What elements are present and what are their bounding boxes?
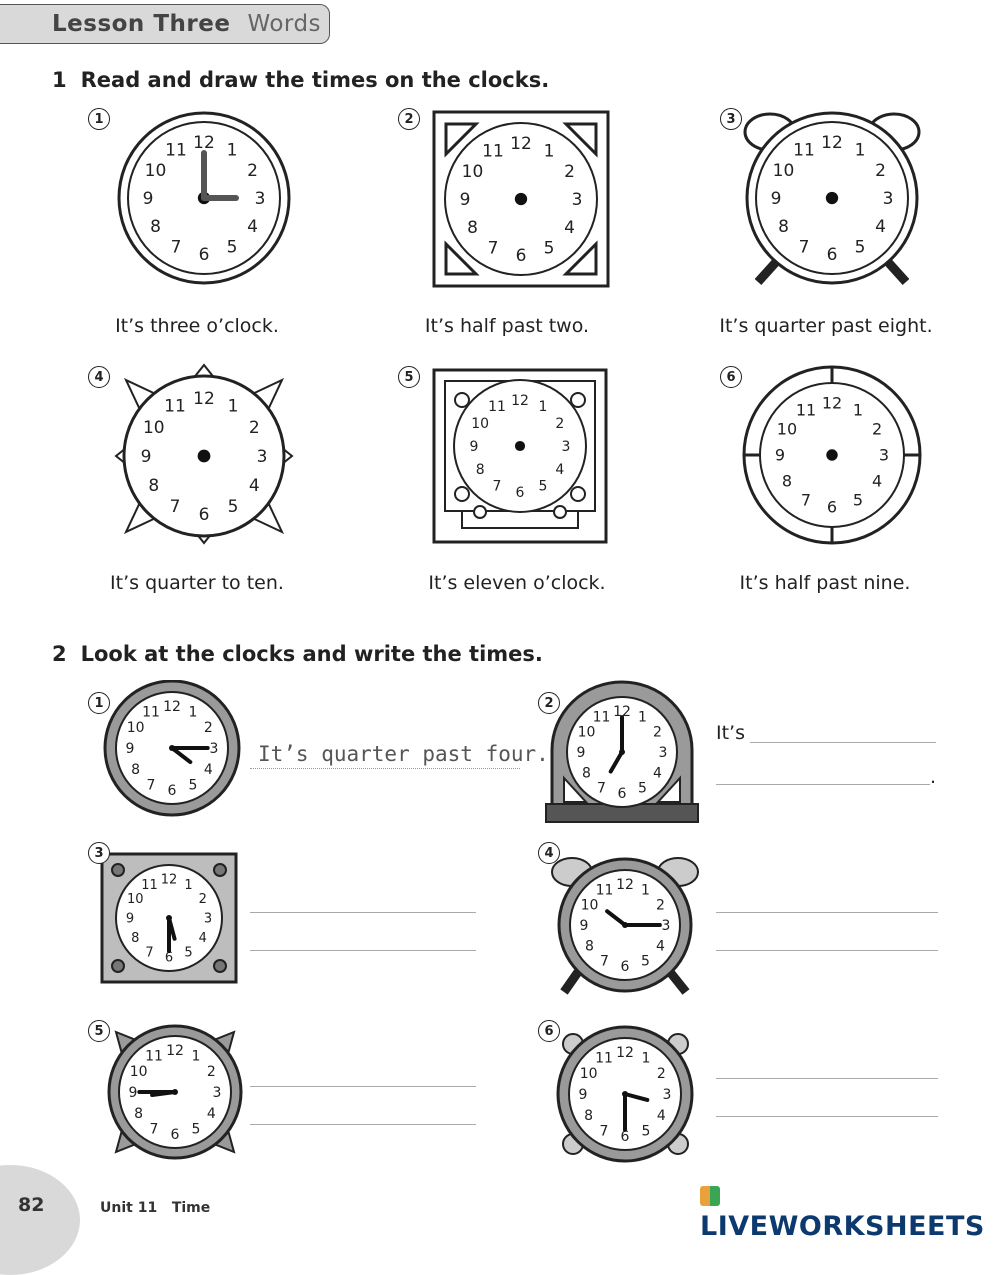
clock-numeral: 6 — [620, 958, 630, 975]
clock-numeral: 8 — [467, 217, 478, 238]
clock-center-dot — [826, 449, 837, 460]
ex1-badge-1: 1 — [88, 108, 110, 130]
ex2-badge-3: 3 — [88, 842, 110, 864]
ex2-answer-1: It’s quarter past four. — [258, 742, 549, 766]
clock-numeral: 4 — [656, 938, 665, 955]
clock-numeral: 11 — [482, 141, 504, 162]
clock-numeral: 5 — [226, 237, 238, 258]
clock-numeral: 8 — [134, 1105, 144, 1122]
unit-name: Unit 11 — [100, 1200, 158, 1216]
ex2-clock-5 — [109, 1026, 241, 1158]
clock-numeral: 1 — [638, 709, 647, 726]
ex2-badge-1: 1 — [88, 692, 110, 714]
clock-center-dot — [622, 1091, 628, 1097]
clock-numeral: 2 — [875, 160, 886, 181]
clock-numeral: 5 — [191, 1121, 201, 1138]
clock-numeral: 12 — [511, 392, 529, 409]
clock-numeral: 10 — [126, 719, 145, 736]
clock-numeral: 2 — [653, 724, 662, 741]
clock-numeral: 9 — [128, 1084, 138, 1101]
ex2-prefix-2: It’s — [716, 722, 745, 744]
clock-numeral: 9 — [459, 189, 471, 210]
clock-numeral: 6 — [170, 1126, 180, 1143]
clock-numeral: 7 — [169, 497, 181, 518]
clock-numeral: 9 — [140, 446, 152, 467]
ex2-badge-5: 5 — [88, 1020, 110, 1042]
clock-center-dot — [622, 922, 628, 928]
ex1-badge-2: 2 — [398, 108, 420, 130]
clock-center-dot — [515, 193, 527, 205]
clock-numeral: 9 — [125, 740, 135, 757]
clock-numeral: 1 — [852, 400, 864, 420]
clock-numeral: 1 — [641, 1050, 651, 1067]
footer-page-tab — [0, 1165, 80, 1275]
lesson-title: Lesson Three — [52, 11, 231, 37]
clock-6-segmented — [744, 367, 920, 543]
brand-text: LIVEWORKSHEETS — [700, 1211, 985, 1242]
ex2-line-3a[interactable] — [250, 912, 476, 913]
clock-numeral: 4 — [656, 1107, 666, 1124]
clock-4-sun — [116, 365, 292, 543]
ex2-line-5a[interactable] — [250, 1086, 476, 1087]
clock-numeral: 7 — [800, 490, 812, 510]
clock-numeral: 2 — [198, 892, 207, 908]
clock-numeral: 10 — [772, 160, 795, 181]
clock-numeral: 11 — [165, 140, 187, 161]
clock-5-ornate — [434, 370, 606, 542]
ex2-line-6a[interactable] — [716, 1078, 938, 1079]
clock-numeral: 3 — [256, 446, 268, 467]
clock-numeral: 6 — [164, 950, 174, 966]
clock-numeral: 12 — [510, 133, 532, 154]
clock-numeral: 5 — [538, 478, 548, 495]
clock-numeral: 1 — [191, 1048, 201, 1065]
clock-numeral: 2 — [203, 719, 213, 736]
clock-numeral: 11 — [595, 882, 614, 899]
clock-numeral: 3 — [209, 740, 219, 757]
clock-numeral: 10 — [126, 892, 144, 908]
ex1-badge-4: 4 — [88, 366, 110, 388]
ex2-badge-2: 2 — [538, 692, 560, 714]
clock-numeral: 2 — [555, 415, 565, 432]
ex2-badge-4: 4 — [538, 842, 560, 864]
exercise-1-number: 1 — [52, 68, 67, 92]
clock-numeral: 8 — [584, 1107, 594, 1124]
clock-numeral: 3 — [661, 917, 671, 934]
clock-center-dot — [172, 1089, 178, 1095]
clock-numeral: 12 — [821, 393, 843, 413]
clock-2-square — [434, 112, 608, 286]
ex2-line-4b[interactable] — [716, 950, 938, 951]
clock-numeral: 1 — [641, 882, 650, 899]
clock-numeral: 7 — [798, 237, 810, 258]
clock-numeral: 12 — [616, 1044, 634, 1061]
exercise-1-instruction: Read and draw the times on the clocks. — [80, 68, 550, 92]
ex2-line-1 — [250, 768, 520, 769]
page-number: 82 — [18, 1194, 45, 1216]
clock-numeral: 10 — [461, 161, 484, 182]
clock-numeral: 12 — [193, 388, 215, 409]
ex2-suffix-2: . — [930, 766, 937, 788]
ex1-caption-3: It’s quarter past eight. — [719, 315, 933, 337]
clock-numeral: 6 — [198, 244, 210, 265]
brand-logo-icon — [700, 1186, 720, 1206]
clock-numeral: 9 — [142, 188, 154, 209]
clock-numeral: 3 — [571, 189, 583, 210]
clock-numeral: 5 — [854, 237, 866, 258]
exercise-2-instruction: Look at the clocks and write the times. — [80, 642, 543, 666]
clock-numeral: 11 — [145, 1048, 163, 1065]
clock-3-alarm — [745, 113, 919, 283]
clock-numeral: 1 — [226, 140, 238, 161]
clock-numeral: 2 — [656, 1065, 666, 1082]
clock-numeral: 2 — [564, 161, 575, 182]
clock-numeral: 7 — [597, 780, 606, 797]
ex2-line-3b[interactable] — [250, 950, 476, 951]
clock-numeral: 10 — [129, 1063, 148, 1080]
clock-numeral: 6 — [617, 785, 627, 802]
clock-numeral: 8 — [582, 765, 591, 782]
clock-numeral: 5 — [641, 953, 650, 970]
clock-numeral: 4 — [653, 765, 662, 782]
clock-numeral: 4 — [247, 216, 258, 237]
clock-numeral: 4 — [198, 931, 207, 947]
clock-numeral: 1 — [538, 399, 548, 416]
clock-numeral: 7 — [146, 777, 156, 794]
clock-numeral: 7 — [600, 953, 609, 970]
clock-numeral: 1 — [543, 141, 555, 162]
clock-numeral: 6 — [620, 1128, 630, 1145]
ex2-clock-1 — [105, 681, 239, 815]
clock-numeral: 10 — [580, 897, 599, 914]
clock-numeral: 12 — [821, 132, 843, 153]
ex1-badge-6: 6 — [720, 366, 742, 388]
clock-numeral: 3 — [662, 1086, 672, 1103]
clock-center-dot — [169, 745, 175, 751]
clock-numeral: 12 — [616, 876, 634, 893]
clock-numeral: 12 — [613, 703, 631, 720]
ex1-caption-1: It’s three o’clock. — [115, 315, 279, 337]
clock-numeral: 11 — [488, 399, 506, 416]
ex2-line-5b[interactable] — [250, 1124, 476, 1125]
clock-center-dot — [619, 749, 625, 755]
clock-numeral: 8 — [781, 471, 793, 491]
clock-numeral: 7 — [599, 1123, 609, 1140]
clock-numeral: 1 — [854, 140, 866, 161]
clock-numeral: 5 — [852, 490, 864, 510]
exercise-2-heading — [52, 642, 543, 666]
clock-numeral: 4 — [555, 461, 565, 478]
clock-numeral: 5 — [543, 238, 555, 259]
exercise-2-number: 2 — [52, 642, 67, 666]
unit-topic: Time — [171, 1200, 211, 1216]
clock-numeral: 4 — [875, 216, 886, 237]
clock-numeral: 3 — [212, 1084, 222, 1101]
clock-numeral: 9 — [576, 744, 586, 761]
clock-numeral: 4 — [248, 475, 260, 496]
clock-numeral: 9 — [774, 445, 786, 465]
ex2-badge-6: 6 — [538, 1020, 560, 1042]
ex2-line-4a[interactable] — [716, 912, 938, 913]
clock-numeral: 8 — [585, 938, 594, 955]
clock-numeral: 6 — [826, 497, 838, 517]
ex2-clock-2 — [546, 682, 698, 822]
clock-numeral: 6 — [515, 245, 527, 266]
clock-numeral: 3 — [882, 188, 894, 209]
clock-numeral: 3 — [203, 911, 213, 927]
clock-numeral: 7 — [170, 237, 182, 258]
clock-numeral: 10 — [579, 1065, 598, 1082]
clock-numeral: 7 — [487, 238, 499, 259]
clock-numeral: 3 — [254, 188, 266, 209]
clock-numeral: 10 — [142, 417, 165, 438]
clock-numeral: 10 — [144, 160, 167, 181]
clock-numeral: 5 — [641, 1123, 651, 1140]
clock-numeral: 1 — [227, 396, 239, 417]
clock-numeral: 6 — [826, 244, 838, 265]
clock-numeral: 6 — [198, 504, 210, 525]
ex1-badge-3: 3 — [720, 108, 742, 130]
clock-numeral: 11 — [795, 400, 817, 420]
exercise-1-clocks — [0, 0, 1000, 620]
clock-center-dot — [826, 192, 838, 204]
clock-numeral: 12 — [160, 872, 178, 888]
ex1-caption-6: It’s half past nine. — [739, 572, 911, 594]
clock-numeral: 8 — [150, 216, 161, 237]
clock-center-dot — [198, 450, 211, 463]
unit-label — [100, 1200, 210, 1216]
clock-numeral: 11 — [793, 140, 815, 161]
clock-numeral: 9 — [469, 438, 479, 455]
clock-numeral: 4 — [564, 217, 575, 238]
clock-numeral: 10 — [776, 419, 798, 439]
clock-numeral: 2 — [248, 417, 260, 438]
clock-numeral: 8 — [148, 475, 160, 496]
clock-numeral: 12 — [166, 1042, 184, 1059]
liveworksheets-brand[interactable] — [700, 1180, 1000, 1242]
clock-numeral: 5 — [227, 497, 239, 518]
ex2-clock-4 — [552, 858, 698, 992]
clock-numeral: 4 — [206, 1105, 216, 1122]
clock-numeral: 11 — [595, 1050, 613, 1067]
clock-center-dot — [166, 915, 172, 921]
ex2-line-2a[interactable] — [750, 742, 936, 743]
lesson-section: Words — [247, 11, 322, 37]
ex2-line-2b[interactable] — [716, 784, 930, 785]
clock-numeral: 11 — [164, 396, 186, 417]
clock-numeral: 10 — [577, 724, 596, 741]
clock-numeral: 10 — [471, 415, 490, 432]
ex1-caption-2: It’s half past two. — [424, 315, 590, 337]
clock-numeral: 5 — [638, 780, 647, 797]
clock-numeral: 6 — [515, 484, 525, 501]
clock-numeral: 11 — [142, 704, 160, 721]
clock-numeral: 12 — [163, 698, 181, 715]
clock-numeral: 3 — [658, 744, 668, 761]
clock-numeral: 2 — [871, 419, 883, 439]
clock-numeral: 8 — [778, 216, 789, 237]
clock-numeral: 9 — [579, 917, 589, 934]
clock-numeral: 11 — [141, 877, 158, 893]
clock-numeral: 3 — [561, 438, 571, 455]
clock-numeral: 9 — [578, 1086, 588, 1103]
clock-numeral: 4 — [203, 761, 213, 778]
clock-numeral: 3 — [878, 445, 890, 465]
clock-numeral: 2 — [206, 1063, 216, 1080]
clock-numeral: 7 — [145, 945, 154, 961]
clock-numeral: 2 — [247, 160, 258, 181]
clock-numeral: 8 — [131, 931, 140, 947]
clock-numeral: 12 — [193, 132, 215, 153]
clock-numeral: 11 — [592, 709, 611, 726]
clock-numeral: 5 — [188, 777, 198, 794]
ex2-clock-3 — [102, 854, 236, 982]
ex2-line-6b[interactable] — [716, 1116, 938, 1117]
clock-center-dot — [515, 441, 525, 451]
clock-numeral: 5 — [184, 945, 193, 961]
clock-numeral: 8 — [131, 761, 141, 778]
clock-numeral: 4 — [871, 471, 883, 491]
ex1-caption-4: It’s quarter to ten. — [110, 572, 284, 594]
clock-numeral: 2 — [656, 897, 665, 914]
clock-numeral: 8 — [475, 461, 485, 478]
ex1-badge-5: 5 — [398, 366, 420, 388]
clock-numeral: 7 — [492, 478, 502, 495]
clock-numeral: 6 — [167, 782, 177, 799]
ex2-clock-6 — [558, 1027, 692, 1161]
ex1-caption-5: It’s eleven o’clock. — [428, 572, 606, 594]
clock-numeral: 7 — [149, 1121, 159, 1138]
clock-numeral: 9 — [770, 188, 782, 209]
clock-numeral: 9 — [125, 911, 135, 927]
clock-numeral: 1 — [184, 877, 193, 893]
clock-numeral: 1 — [188, 704, 198, 721]
